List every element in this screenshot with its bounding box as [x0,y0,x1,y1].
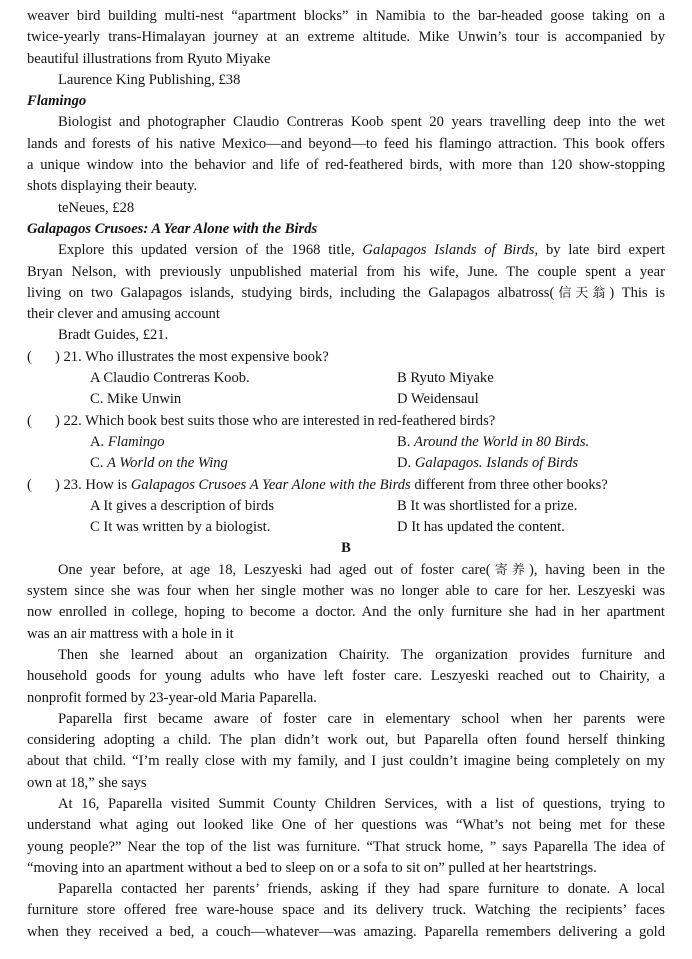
text-line: “moving into an apartment without a bed to sleep on or a sofa to sit on” pulled at her heartstrings. [27,859,597,876]
text-line: considering adopting a child. The plan didn’t work out, but Paparella often found herself thinking [27,732,665,749]
option-c[interactable]: C. Mike Unwin [90,391,182,408]
text-line: own at 18,” she says [27,774,147,791]
publisher-line: Laurence King Publishing, £38 [58,71,241,88]
book-title-flamingo: Flamingo [27,93,87,110]
option-a[interactable]: A. Flamingo [90,433,165,450]
text-line: was an air mattress with a hole in it [27,625,234,642]
answer-blank[interactable]: ( [27,348,32,365]
option-row [0,432,692,453]
option-d[interactable]: D It has updated the content. [397,519,565,536]
section-heading-b: B [341,540,351,557]
text-line: lands and forests of his native Mexico—and beyond—to feed his flamingo attraction. This book offers [27,135,665,152]
text-line: Paparella first became aware of foster care in elementary school when her parents were [58,710,665,727]
option-a[interactable]: A Claudio Contreras Koob. [90,370,250,387]
question-stem: ) 23. How is Galapagos Crusoes A Year Alone with the Birds different from three other books? [55,476,608,493]
option-b[interactable]: B. Around the World in 80 Birds. [397,433,590,450]
text-line: when they received a bed, a couch—whatever—was amazing. Paparella remembers delivering a gold [27,923,665,940]
option-row [0,517,692,538]
text-line: nonprofit formed by 23-year-old Maria Paparella. [27,689,317,706]
option-b[interactable]: B It was shortlisted for a prize. [397,497,578,514]
answer-blank[interactable]: ( [27,476,32,493]
text-line: their clever and amusing account [27,306,220,323]
option-row [0,453,692,474]
option-row [0,389,692,410]
text-line: twice-yearly trans-Himalayan journey at an extreme altitude. Mike Unwin’s tour is accompanied by [27,29,665,46]
text-line: household goods for young adults who have left foster care. Leszyeski reached out to Chairity, a [27,668,665,685]
text-line: weaver bird building multi-nest “apartment blocks” in Namibia to the bar-headed goose taking on a [27,8,665,24]
option-c[interactable]: C. A World on the Wing [90,455,228,472]
option-c[interactable]: C It was written by a biologist. [90,519,271,536]
text-line: Explore this updated version of the 1968 title, Galapagos Islands of Birds, by late bird expert [58,242,665,259]
option-b[interactable]: B Ryuto Miyake [397,370,494,387]
option-d[interactable]: D. Galapagos. Islands of Birds [397,455,579,472]
question-23 [0,475,692,496]
text-line: At 16, Paparella visited Summit County Children Services, with a list of questions, trying to [58,795,665,812]
text-line: now enrolled in college, hoping to become a doctor. And the only furniture she had in her apartment [27,604,665,621]
text-line: shots displaying their beauty. [27,178,198,195]
text-line: Then she learned about an organization Chairity. The organization provides furniture and [58,646,665,663]
text-line: young people?” Near the top of the list was furniture. “That struck home, ” says Paparella The idea of [27,838,665,855]
text-line: a unique window into the behavior and life of red-feathered birds, with more than 120 show-stopping [27,157,665,174]
text-line: understand what aging out looked like One of her questions was “What’s not being met for these [27,817,665,834]
text-line: Biologist and photographer Claudio Contreras Koob spent 20 years travelling deep into the wet [58,114,665,131]
text-line: about that child. “I’m really close with my family, and I just couldn’t imagine being completely on my [27,753,665,770]
text-line: Paparella contacted her parents’ friends, asking if they had spare furniture to donate. A local [58,881,665,898]
publisher-line: Bradt Guides, £21. [58,327,169,344]
question-21 [0,347,692,368]
question-stem: ) 21. Who illustrates the most expensive book? [55,348,329,365]
answer-blank[interactable]: ( [27,412,32,429]
text-line: living on two Galapagos islands, studying birds, including the Galapagos albatross(信天翁) This is [27,284,666,301]
text-line: furniture store offered free ware-house space and its delivery truck. Watching the recipients’ faces [27,902,665,919]
option-row [0,368,692,389]
book-title-galapagos: Galapagos Crusoes: A Year Alone with the Birds [27,220,318,237]
publisher-line: teNeues, £28 [58,199,135,216]
option-row [0,496,692,517]
option-a[interactable]: A It gives a description of birds [90,497,275,514]
text-line: beautiful illustrations from Ryuto Miyake [27,50,271,67]
text-line: One year before, at age 18, Leszyeski had aged out of foster care(寄养), having been in the [58,561,665,578]
question-22 [0,411,692,432]
option-d[interactable]: D Weidensaul [397,391,479,408]
text-line: Bryan Nelson, with previously unpublished material from his wife, June. The couple spent a year [27,263,665,280]
text-line: system since she was four when her single mother was no longer able to care for her. Leszyeski was [27,583,665,600]
question-stem: ) 22. Which book best suits those who are interested in red-feathered birds? [55,412,496,429]
